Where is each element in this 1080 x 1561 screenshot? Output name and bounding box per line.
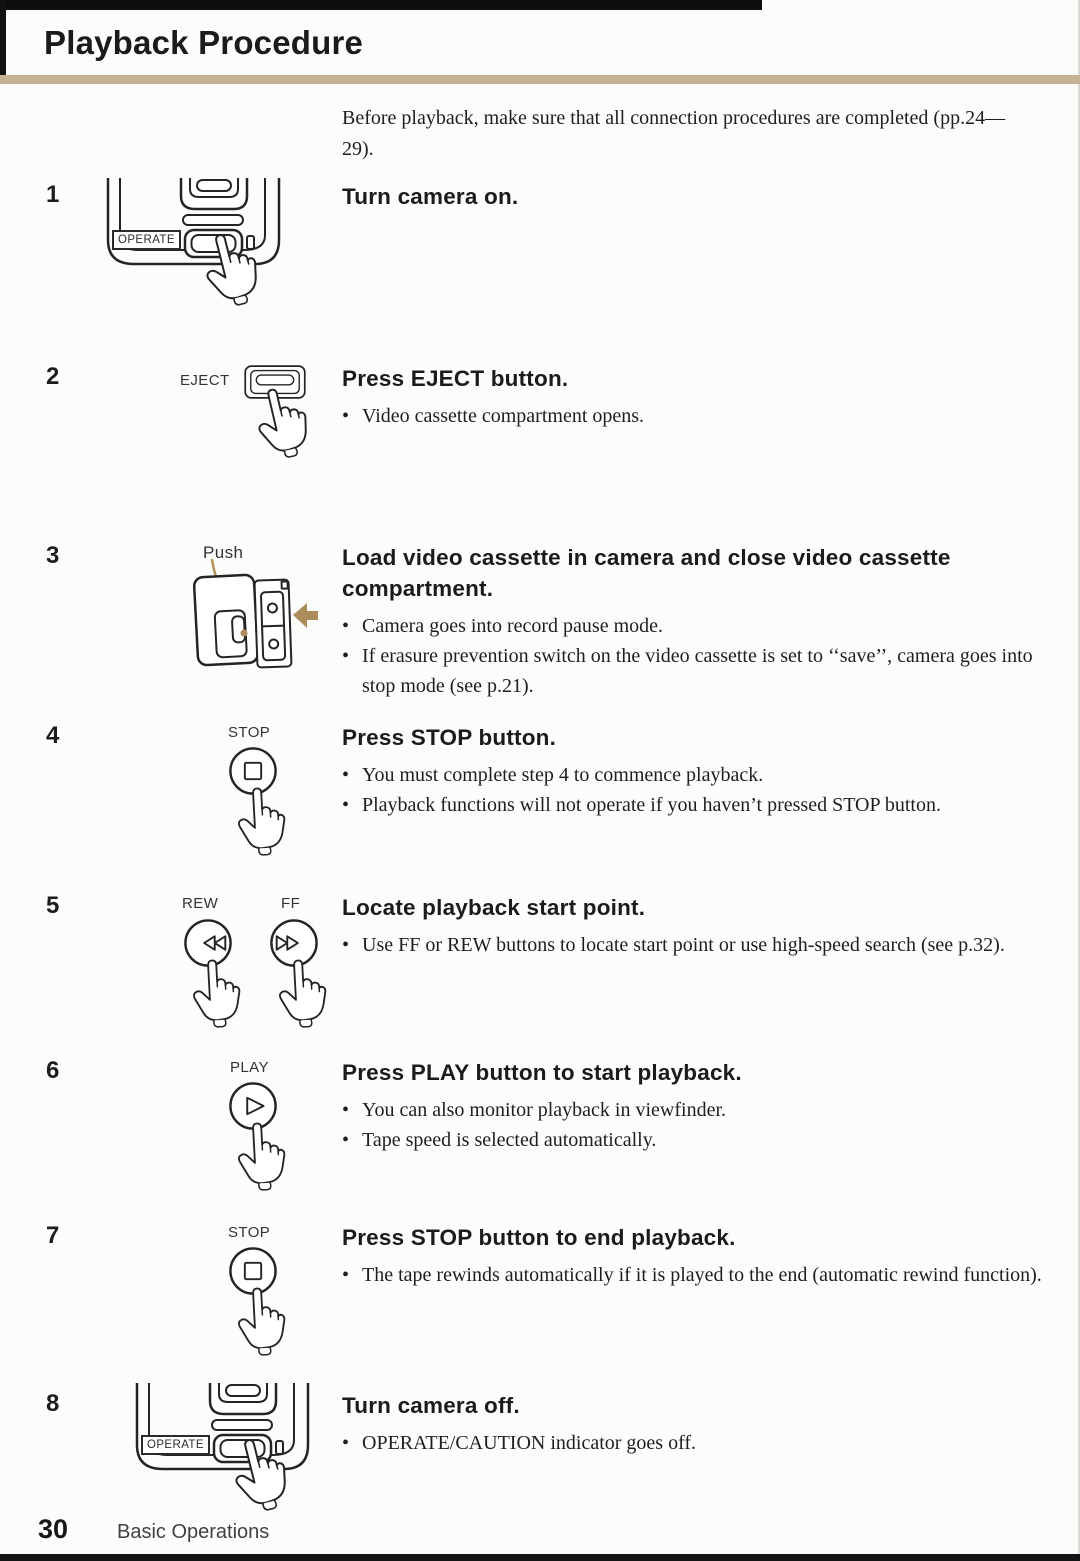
title-rule [0,75,1080,84]
step-number: 8 [46,1390,60,1417]
play-button-illustration [226,1079,290,1195]
step-heading: Turn camera off. [342,1393,520,1418]
push-point-dot [241,630,248,637]
step-bullet: • Video cassette compartment opens. [342,401,1042,431]
operate-label: OPERATE [112,230,181,250]
step-number: 4 [46,722,60,749]
step-bullet: • OPERATE/CAUTION indicator goes off. [342,1428,1042,1458]
step-heading: Press STOP button to end playback. [342,1225,736,1250]
stop-button-illustration [226,744,290,860]
step-heading: Turn camera on. [342,184,519,209]
stop-label: STOP [228,724,271,741]
page-bottom-edge [0,1554,1080,1561]
cassette-door-icon [194,574,259,665]
intro-text: Before playback, make sure that all connection procedures are completed (pp.24—29). [342,107,1006,160]
eject-label: EJECT [180,372,230,389]
step-heading: Load video cassette in camera and close video cassette compartment. [342,545,951,601]
step-bullet: • Tape speed is selected automatically. [342,1125,1042,1155]
push-arrow-icon [293,603,318,628]
play-label: PLAY [230,1059,269,1076]
pressing-hand-icon [237,1287,286,1356]
step-heading: Press PLAY button to start playback. [342,1060,742,1085]
pressing-hand-icon [237,787,286,856]
step-bullet: • You can also monitor playback in viewfinder. [342,1095,1042,1125]
step-bullet: • Use FF or REW buttons to locate start point or use high-speed search (see p.32). [342,930,1042,960]
pressing-hand-icon [278,959,327,1028]
stop-button-illustration [226,1244,290,1360]
ff-label: FF [281,895,301,912]
section-title: Basic Operations [117,1521,270,1543]
stop-button-icon [230,1248,275,1293]
ff-button-icon [271,920,316,965]
step-bullet: • Camera goes into record pause mode. [342,611,1042,641]
play-button-icon [230,1083,275,1128]
stop-label: STOP [228,1224,271,1241]
operate-label: OPERATE [141,1435,210,1455]
cassette-load-illustration [160,556,360,701]
step-heading: Press EJECT button. [342,366,569,391]
rew-button-icon [185,920,230,965]
pressing-hand-icon [192,959,241,1028]
step-number: 6 [46,1057,60,1084]
page-top-edge [0,0,762,10]
page-title: Playback Procedure [44,24,364,61]
stop-button-icon [230,748,275,793]
ff-button-illustration [267,916,331,1032]
step-heading: Locate playback start point. [342,895,646,920]
page-number: 30 [38,1514,69,1544]
step-number: 5 [46,892,60,919]
step-bullet: • The tape rewinds automatically if it is played to the end (automatic rewind function). [342,1260,1042,1290]
page-left-edge [0,0,6,78]
eject-button-illustration [233,360,345,495]
pressing-hand-icon [237,1122,286,1191]
step-number: 2 [46,363,60,390]
step-bullet: • You must complete step 4 to commence playback. [342,760,1042,790]
step-number: 1 [46,181,60,208]
rew-label: REW [182,895,219,912]
step-bullet: • Playback functions will not operate if you haven’t pressed STOP button. [342,790,1042,820]
cassette-icon [254,579,291,667]
step-heading: Press STOP button. [342,725,557,750]
step-bullet: • If erasure prevention switch on the video cassette is set to ‘‘save’’, camera goes into stop mode (see p.21). [342,641,1042,701]
push-label: Push [203,543,244,562]
rew-button-illustration [181,916,245,1032]
step-number: 3 [46,542,60,569]
step-number: 7 [46,1222,60,1249]
